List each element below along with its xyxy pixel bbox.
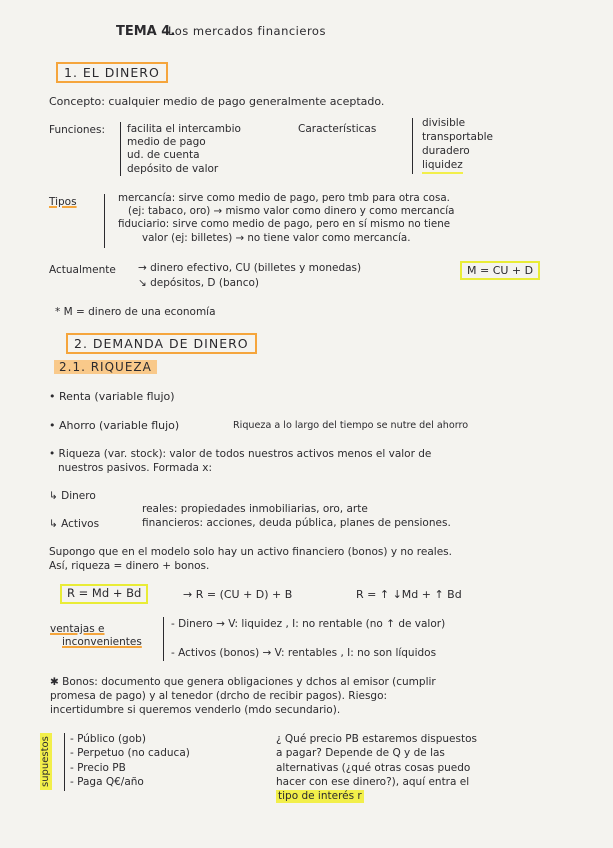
concepto-line: Concepto: cualquier medio de pago generalmente aceptado. — [49, 95, 385, 108]
caracteristica-item: transportable — [422, 131, 493, 143]
supuestos-label: supuestos — [40, 733, 52, 790]
caracteristicas-label: Características — [298, 123, 377, 135]
money-formula: M = CU + D — [460, 261, 540, 280]
ventajas-bracket — [163, 617, 164, 661]
precio-question: a pagar? Depende de Q y de las — [276, 747, 445, 759]
actualmente-line: ↘ depósitos, D (banco) — [138, 277, 259, 289]
wealth-formula: R = Md + Bd — [60, 584, 148, 604]
caracteristica-item: divisible — [422, 117, 466, 129]
tema-number: TEMA 4. — [116, 24, 176, 39]
ventajas-line: - Dinero → V: liquidez , I: no rentable (no ↑ de valor) — [171, 618, 446, 630]
tipos-line: (ej: tabaco, oro) → mismo valor como dinero y como mercancía — [128, 205, 455, 217]
actualmente-label: Actualmente — [49, 264, 116, 276]
supongo-line: Así, riqueza = dinero + bonos. — [49, 560, 210, 572]
funciones-label: Funciones: — [49, 124, 106, 136]
renta-line: • Renta (variable flujo) — [49, 390, 175, 403]
precio-question: hacer con ese dinero?), aquí entra el — [276, 776, 470, 788]
tipos-line: mercancía: sirve como medio de pago, pero tmb para otra cosa. — [118, 192, 450, 204]
funciones-bracket — [120, 122, 121, 176]
bonos-line: incertidumbre si queremos venderlo (mdo secundario). — [50, 704, 341, 716]
caracteristica-item-liquidez: liquidez — [422, 159, 463, 174]
caracteristicas-bracket — [412, 118, 413, 174]
m-note: * M = dinero de una economía — [55, 306, 216, 318]
bonos-line: ✱ Bonos: documento que genera obligaciones y dchos al emisor (cumplir — [50, 676, 436, 688]
tipos-bracket — [104, 194, 105, 248]
funcion-item: medio de pago — [127, 136, 206, 148]
ventajas-line: - Activos (bonos) → V: rentables , I: no son líquidos — [171, 647, 437, 659]
tipos-line: valor (ej: billetes) → no tiene valor como mercancía. — [142, 232, 411, 244]
wealth-formula-expanded: → R = (CU + D) + B — [183, 588, 293, 601]
supuesto-item: - Precio PB — [70, 762, 126, 774]
activos-label: ↳ Activos — [49, 518, 100, 530]
funcion-item: facilita el intercambio — [127, 123, 241, 135]
section-heading-el-dinero: 1. EL DINERO — [56, 62, 168, 83]
supuestos-bracket — [64, 733, 65, 791]
riqueza-line: nuestros pasivos. Formada x: — [58, 462, 213, 474]
riqueza-line: • Riqueza (var. stock): valor de todos nuestros activos menos el valor de — [49, 448, 432, 460]
ventajas-label: inconvenientes — [62, 636, 142, 648]
section-heading-demanda: 2. DEMANDA DE DINERO — [66, 333, 257, 354]
funcion-item: ud. de cuenta — [127, 149, 200, 161]
caracteristica-item: duradero — [422, 145, 470, 157]
supuesto-item: - Perpetuo (no caduca) — [70, 747, 190, 759]
activos-reales: reales: propiedades inmobiliarias, oro, arte — [142, 503, 368, 515]
tipos-label: Tipos — [49, 196, 77, 208]
ventajas-label: ventajas e — [50, 623, 105, 635]
ahorro-line: • Ahorro (variable flujo) — [49, 419, 180, 432]
activos-financieros: financieros: acciones, deuda pública, planes de pensiones. — [142, 517, 451, 529]
dinero-item: ↳ Dinero — [49, 490, 96, 502]
funcion-item: depósito de valor — [127, 163, 219, 175]
bonos-line: promesa de pago) y al tenedor (drcho de recibir pagos). Riesgo: — [50, 690, 388, 702]
wealth-formula-right: R = ↑ ↓Md + ↑ Bd — [356, 588, 462, 601]
precio-question-interes: tipo de interés r — [278, 790, 362, 802]
precio-question: alternativas (¿qué otras cosas puedo — [276, 762, 471, 774]
supuesto-item: - Paga Q€/año — [70, 776, 144, 788]
precio-question: ¿ Qué precio PB estaremos dispuestos — [276, 733, 477, 745]
supongo-line: Supongo que en el modelo solo hay un activo financiero (bonos) y no reales. — [49, 546, 452, 558]
tipos-line: fiduciario: sirve como medio de pago, pero en sí mismo no tiene — [118, 218, 451, 230]
page-title: Los mercados financieros — [168, 24, 326, 38]
ahorro-note: Riqueza a lo largo del tiempo se nutre del ahorro — [233, 420, 469, 431]
actualmente-line: → dinero efectivo, CU (billetes y monedas) — [138, 262, 362, 274]
subsection-heading-riqueza: 2.1. RIQUEZA — [54, 360, 157, 374]
supuesto-item: - Público (gob) — [70, 733, 146, 745]
